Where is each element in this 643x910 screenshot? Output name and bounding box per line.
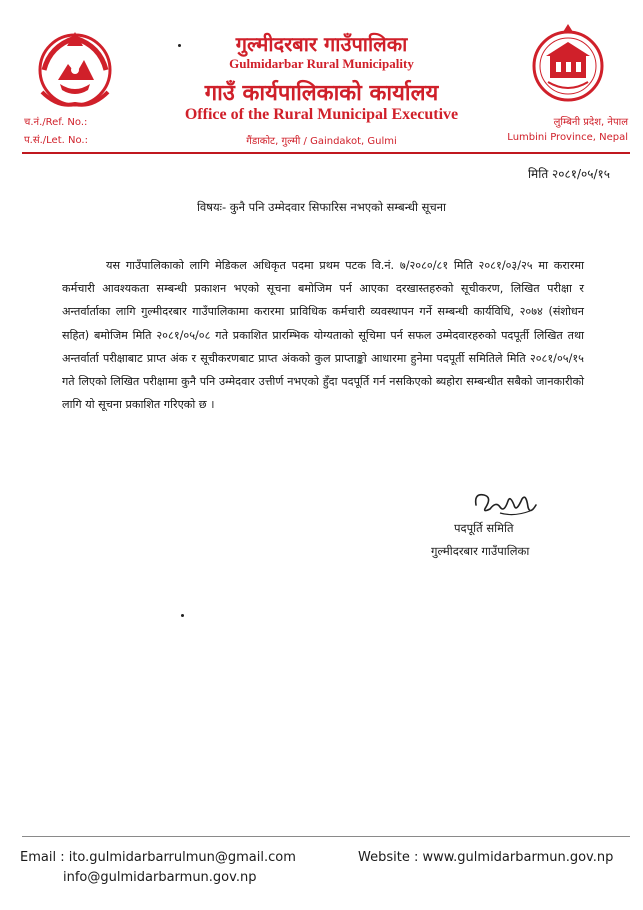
footer-email-secondary: info@gulmidarbarmun.gov.np (63, 870, 257, 885)
scan-speck (178, 44, 181, 47)
province-english: Lumbini Province, Nepal (507, 132, 628, 143)
letter-number-label: प.सं./Let. No.: (24, 135, 88, 146)
province-nepali: लुम्बिनी प्रदेश, नेपाल (553, 117, 628, 128)
header-divider (22, 152, 630, 154)
reference-number-label: च.नं./Ref. No.: (24, 117, 88, 128)
office-address: गैंडाकोट, गुल्मी / Gaindakot, Gulmi (246, 136, 397, 147)
notice-body: यस गाउँपालिकाको लागि मेडिकल अधिकृत पदमा प्रथम पटक वि.नं. ७/२०८०/८१ मिति २०८१/०३/२५ मा करारमा कर्मचारी आवश्यकता सम्बन्धी प्रकाशन भएको सूचना बमोजिम पर्न आएका दरखास्तहरुको सूचीकरण, लिखित परीक्षा र अन्तर्वार्ताका लागि गुल्मीदरबार गाउँपालिकामा करारमा प्राविधिक कर्मचारी व्यवस्थापन गर्ने सम्बन्धी कार्यविधि, २०७४ (संशोधन सहित) बमोजिम मिति २०८१/०५/०८ गते प्रकाशित प्रारम्भिक योग्यताको सूचिमा पर्न सफल उम्मेदवारहरुको पदपूर्ती लिखित तथा अन्तर्वार्ता परीक्षाबाट प्राप्त अंक र सूचीकरणबाट प्राप्त अंकको कुल प्राप्ताङ्को आधारमा हुनेमा पदपूर्ती समितिले मिति २०८१/०५/१५ गते लिएको लिखित परीक्षामा कुनै पनि उम्मेदवार उत्तीर्ण नभएको हुँदा पदपूर्ति गर्न नसकिएको ब्यहोरा सम्बन्धीत सबैको जानकारीको लागि यो सूचना प्रकाशित गरिएको छ । (62, 259, 584, 412)
footer-website: Website : www.gulmidarbarmun.gov.np (358, 850, 614, 865)
signatory-organization: गुल्मीदरबार गाउँपालिका (431, 544, 530, 558)
footer-divider (22, 836, 630, 837)
signatory-committee: पदपूर्ति समिति (454, 521, 514, 535)
municipality-title-nepali: गुल्मीदरबार गाउँपालिका (235, 32, 408, 56)
notice-subject: विषयः- कुनै पनि उम्मेदवार सिफारिस नभएको सम्बन्धी सूचना (196, 200, 447, 214)
footer-email-primary: Email : ito.gulmidarbarrulmun@gmail.com (20, 850, 296, 865)
office-title-english: Office of the Rural Municipal Executive (184, 106, 459, 123)
signature-icon (470, 487, 540, 521)
municipality-title-english: Gulmidarbar Rural Municipality (229, 56, 414, 71)
scan-speck (181, 614, 184, 617)
office-title-nepali: गाउँ कार्यपालिकाको कार्यालय (204, 81, 439, 106)
notice-date: मिति २०८१/०५/१५ (527, 167, 610, 181)
